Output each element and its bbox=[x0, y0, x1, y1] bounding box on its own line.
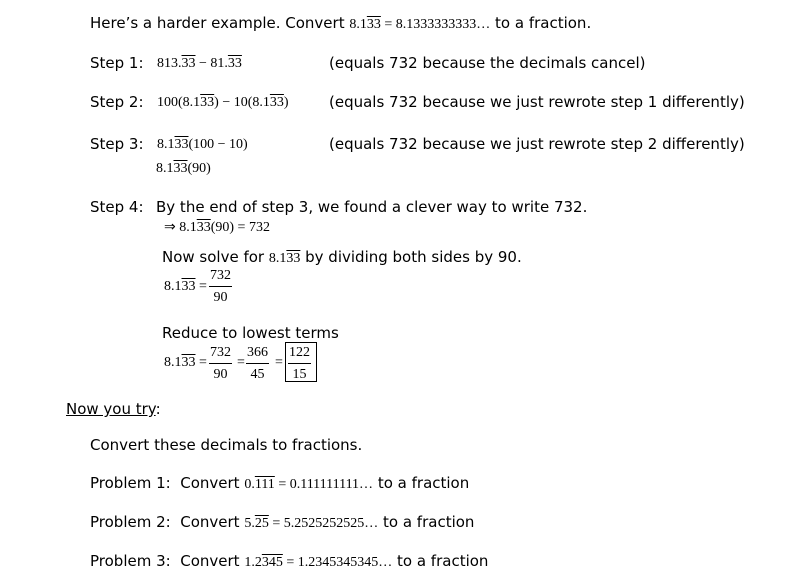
step3-math-line2: 8.133(90) bbox=[156, 161, 211, 176]
step1-math: 813.33 − 81.33 bbox=[157, 56, 242, 71]
eq2-lhs: 8.133 = bbox=[164, 355, 207, 370]
eq2-f1-denominator: 90 bbox=[213, 367, 228, 382]
eq2-fraction-2 bbox=[246, 345, 269, 383]
try-instruction: Convert these decimals to fractions. bbox=[90, 436, 363, 454]
eq1-lhs: 8.133 = bbox=[164, 279, 207, 294]
intro-text: Here’s a harder example. Convert bbox=[90, 14, 350, 32]
eq2-f2-denominator: 45 bbox=[250, 367, 265, 382]
step1-label: Step 1: bbox=[90, 54, 144, 72]
step3-label: Step 3: bbox=[90, 135, 144, 153]
eq2-f1-numerator: 732 bbox=[209, 345, 232, 364]
eq1-numerator: 732 bbox=[209, 268, 232, 287]
intro-math: 8.133 = 8.1333333333… bbox=[349, 17, 491, 32]
eq2-f3-numerator: 122 bbox=[288, 345, 311, 364]
problem-3: Problem 3: Convert 1.2345 = 1.2345345345… to a fraction bbox=[90, 552, 489, 570]
step4-solve-line: Now solve for 8.133 by dividing both sides by 90. bbox=[162, 248, 522, 266]
step2-math: 100(8.133) − 10(8.133) bbox=[157, 95, 289, 110]
step4-solve-math: 8.133 bbox=[268, 251, 301, 266]
intro-line bbox=[90, 14, 591, 34]
now-you-try-heading: Now you try: bbox=[66, 400, 161, 418]
eq2-f3-denominator: 15 bbox=[292, 367, 307, 382]
step1-note: (equals 732 because the decimals cancel) bbox=[329, 54, 646, 72]
step4-label: Step 4: bbox=[90, 198, 144, 216]
step4-implies: ⇒ 8.133(90) = 732 bbox=[164, 220, 270, 235]
intro-tail: to a fraction. bbox=[490, 14, 592, 32]
eq2-fraction-1 bbox=[209, 345, 232, 383]
step2-label: Step 2: bbox=[90, 93, 144, 111]
step2-note: (equals 732 because we just rewrote step 1 differently) bbox=[329, 93, 745, 111]
step3-note: (equals 732 because we just rewrote step 2 differently) bbox=[329, 135, 745, 153]
step4-text: By the end of step 3, we found a clever way to write 732. bbox=[156, 198, 588, 216]
eq2-f2-numerator: 366 bbox=[246, 345, 269, 364]
step3-math: 8.133(100 − 10) bbox=[157, 137, 248, 152]
eq1-denominator: 90 bbox=[213, 290, 228, 305]
eq2-equals-1: = bbox=[237, 355, 245, 370]
reduce-text: Reduce to lowest terms bbox=[162, 324, 339, 342]
problem-2: Problem 2: Convert 5.25 = 5.2525252525… to a fraction bbox=[90, 513, 475, 531]
eq2-fraction-3 bbox=[288, 345, 311, 383]
eq2-equals-2: = bbox=[275, 355, 283, 370]
eq1-fraction bbox=[209, 268, 232, 306]
problem-1: Problem 1: Convert 0.111 = 0.111111111… to a fraction bbox=[90, 474, 470, 492]
